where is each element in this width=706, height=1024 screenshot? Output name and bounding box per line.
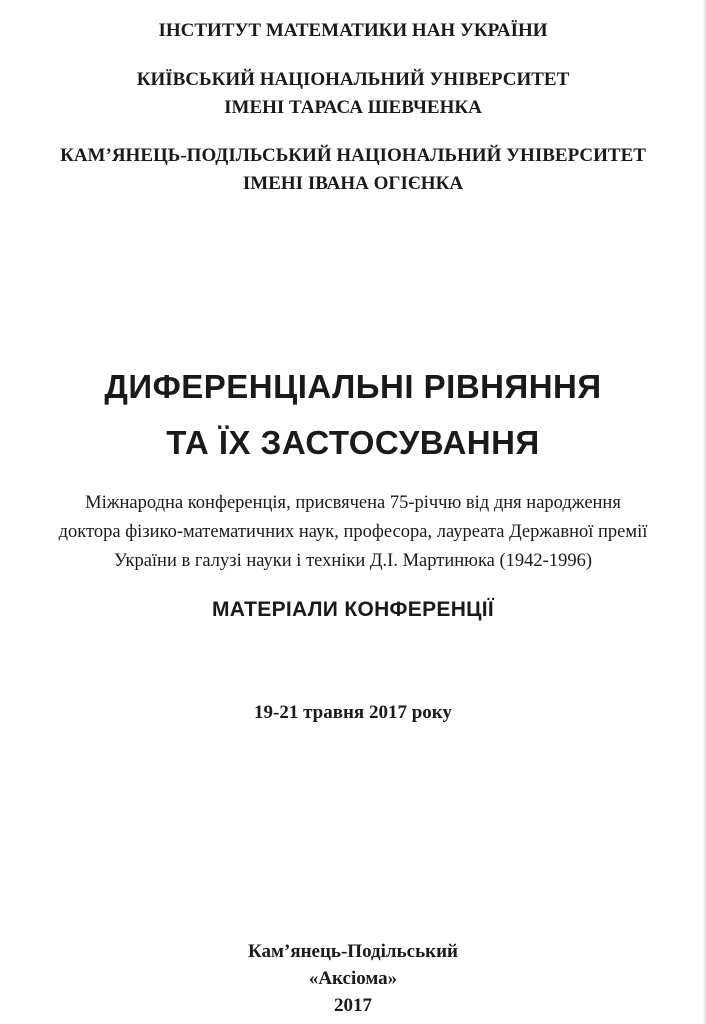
institution-kyiv-university-line2: ІМЕНІ ТАРАСА ШЕВЧЕНКА (224, 97, 482, 118)
imprint-city: Кам’янець-Подільський (248, 941, 458, 962)
proceedings-subtitle: МАТЕРІАЛИ КОНФЕРЕНЦІЇ (211, 598, 495, 621)
conference-dates: 19-21 травня 2017 року (254, 702, 452, 723)
imprint-publisher: «Аксіома» (308, 968, 398, 989)
institution-kamianets-university-line2: ІМЕНІ ІВАНА ОГІЄНКА (242, 173, 464, 194)
institution-kyiv-university-line1: КИЇВСЬКИЙ НАЦІОНАЛЬНИЙ УНІВЕРСИТЕТ (136, 69, 570, 90)
description-line3: України в галузі науки і техніки Д.І. Мартинюка (1942-1996) (114, 551, 592, 571)
description-line2: доктора фізико-математичних наук, професора, лауреата Державної премії (58, 522, 648, 542)
description-line1: Міжнародна конференція, присвячена 75-річчю від дня народження (85, 493, 621, 513)
main-title-line1: ДИФЕРЕНЦІАЛЬНІ РІВНЯННЯ (104, 368, 602, 405)
main-title-line2: ТА ЇХ ЗАСТОСУВАННЯ (166, 424, 540, 461)
institution-kamianets-university-line1: КАМ’ЯНЕЦЬ-ПОДІЛЬСЬКИЙ НАЦІОНАЛЬНИЙ УНІВЕРСИТЕТ (60, 145, 646, 166)
institution-math-institute: ІНСТИТУТ МАТЕМАТИКИ НАН УКРАЇНИ (158, 20, 548, 41)
imprint-year: 2017 (334, 995, 372, 1016)
